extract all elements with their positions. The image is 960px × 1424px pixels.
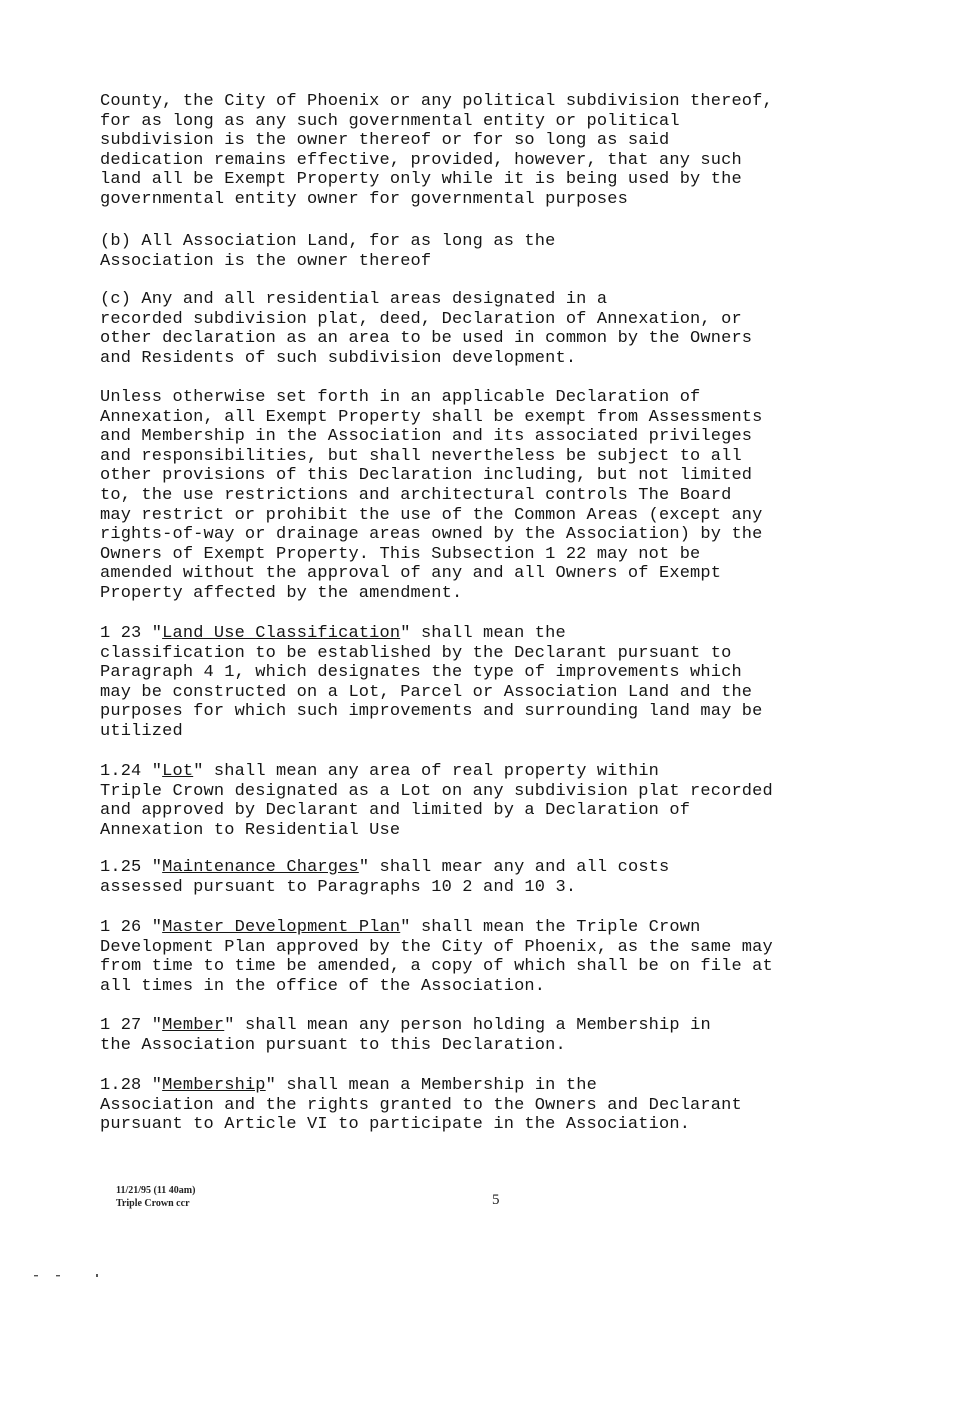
- text-line: to, the use restrictions and architectural controls The Board: [100, 485, 732, 505]
- definition-1-23: [100, 624, 890, 742]
- text-line: other declaration as an area to be used in common by the Owners: [100, 329, 753, 349]
- section-number: 1 23: [100, 624, 142, 643]
- footer-date: 11/21/95 (11 40am): [116, 1185, 196, 1196]
- text-line: (b) All Association Land, for as long as the: [100, 232, 556, 251]
- defined-term: Land Use Classification: [162, 624, 401, 643]
- section-number: 1 26: [100, 918, 142, 937]
- text-line: recorded subdivision plat, deed, Declaration of Annexation, or: [100, 309, 742, 329]
- text-line: purposes for which such improvements and surrounding land may be: [100, 702, 763, 722]
- text-line: Association and the rights granted to the Owners and Declarant: [100, 1095, 742, 1115]
- definition-text: " shall mean any person holding a Membership in: [224, 1016, 711, 1035]
- text-line: amended without the approval of any and all Owners of Exempt: [100, 564, 722, 584]
- text-line: classification to be established by the Declarant pursuant to: [100, 643, 732, 663]
- definition-heading-line: 1 23 "Land Use Classification" shall mean the: [100, 624, 566, 643]
- text-line: and Residents of such subdivision development.: [100, 348, 577, 368]
- text-line: County, the City of Phoenix or any political subdivision thereof,: [100, 92, 773, 111]
- text-line: Development Plan approved by the City of Phoenix, as the same may: [100, 937, 773, 957]
- text-line: land all be Exempt Property only while it is being used by the: [100, 170, 742, 190]
- text-line: pursuant to Article VI to participate in the Association.: [100, 1115, 691, 1135]
- defined-term: Membership: [162, 1076, 266, 1095]
- text-line: may be constructed on a Lot, Parcel or Association Land and the: [100, 682, 753, 702]
- definition-1-27: [100, 1016, 890, 1055]
- definition-heading-line: 1 27 "Member" shall mean any person holding a Membership in: [100, 1016, 711, 1035]
- text-line: the Association pursuant to this Declaration.: [100, 1035, 566, 1055]
- text-line: and Membership in the Association and its associated privileges: [100, 427, 753, 447]
- definition-1-25: [100, 858, 890, 897]
- section-number: 1.28: [100, 1076, 142, 1095]
- definition-heading-line: 1 26 "Master Development Plan" shall mean the Triple Crown: [100, 918, 701, 937]
- text-line: and responsibilities, but shall nevertheless be subject to all: [100, 446, 742, 466]
- text-line: Paragraph 4 1, which designates the type of improvements which: [100, 663, 742, 683]
- text-line: Association is the owner thereof: [100, 251, 432, 271]
- text-line: other provisions of this Declaration including, but not limited: [100, 466, 753, 486]
- text-line: Annexation to Residential Use: [100, 820, 401, 840]
- text-line: from time to time be amended, a copy of which shall be on file at: [100, 957, 773, 977]
- definition-heading-line: 1.25 "Maintenance Charges" shall mear any and all costs: [100, 858, 670, 877]
- definition-1-26: [100, 918, 890, 996]
- definition-text: " shall mear any and all costs: [358, 858, 670, 877]
- section-number: 1.24: [100, 762, 142, 781]
- definition-1-28: [100, 1076, 890, 1135]
- text-line: assessed pursuant to Paragraphs 10 2 and 10 3.: [100, 877, 577, 897]
- text-line: utilized: [100, 721, 183, 741]
- text-line: governmental entity owner for governmental purposes: [100, 189, 628, 209]
- scan-specks: [34, 1272, 114, 1280]
- definition-text: " shall mean any area of real property within: [193, 762, 660, 781]
- text-line: for as long as any such governmental entity or political: [100, 111, 680, 131]
- text-line: (c) Any and all residential areas designated in a: [100, 290, 608, 309]
- text-line: dedication remains effective, provided, however, that any such: [100, 150, 742, 170]
- text-line: rights-of-way or drainage areas owned by the Association) by the: [100, 525, 763, 545]
- section-number: 1.25: [100, 858, 142, 877]
- defined-term: Lot: [162, 762, 194, 781]
- text-line: Property affected by the amendment.: [100, 583, 463, 603]
- exempt-property-continuation: [100, 92, 890, 210]
- definition-1-24: [100, 762, 890, 840]
- section-number: 1 27: [100, 1016, 142, 1035]
- definition-heading-line: 1.24 "Lot" shall mean any area of real property within: [100, 762, 660, 781]
- definition-heading-line: 1.28 "Membership" shall mean a Membership in the: [100, 1076, 597, 1095]
- text-line: Triple Crown designated as a Lot on any subdivision plat recorded: [100, 781, 773, 801]
- footer-file: Triple Crown ccr: [116, 1198, 190, 1209]
- unless-paragraph: [100, 388, 890, 604]
- text-line: Owners of Exempt Property. This Subsection 1 22 may not be: [100, 544, 701, 564]
- definition-text: " shall mean a Membership in the: [265, 1076, 597, 1095]
- definition-text: " shall mean the Triple Crown: [400, 918, 701, 937]
- page-number: 5: [492, 1192, 500, 1208]
- text-line: subdivision is the owner thereof or for so long as said: [100, 131, 670, 151]
- text-line: and approved by Declarant and limited by a Declaration of: [100, 801, 691, 821]
- item-b: [100, 232, 890, 271]
- defined-term: Master Development Plan: [162, 918, 401, 937]
- text-line: Unless otherwise set forth in an applicable Declaration of: [100, 388, 701, 407]
- defined-term: Maintenance Charges: [162, 858, 359, 877]
- text-line: all times in the office of the Association.: [100, 976, 546, 996]
- defined-term: Member: [162, 1016, 225, 1035]
- footer-stamp: [116, 1184, 195, 1210]
- item-c: [100, 290, 890, 368]
- text-line: Annexation, all Exempt Property shall be exempt from Assessments: [100, 407, 763, 427]
- text-line: may restrict or prohibit the use of the Common Areas (except any: [100, 505, 763, 525]
- definition-text: " shall mean the: [400, 624, 566, 643]
